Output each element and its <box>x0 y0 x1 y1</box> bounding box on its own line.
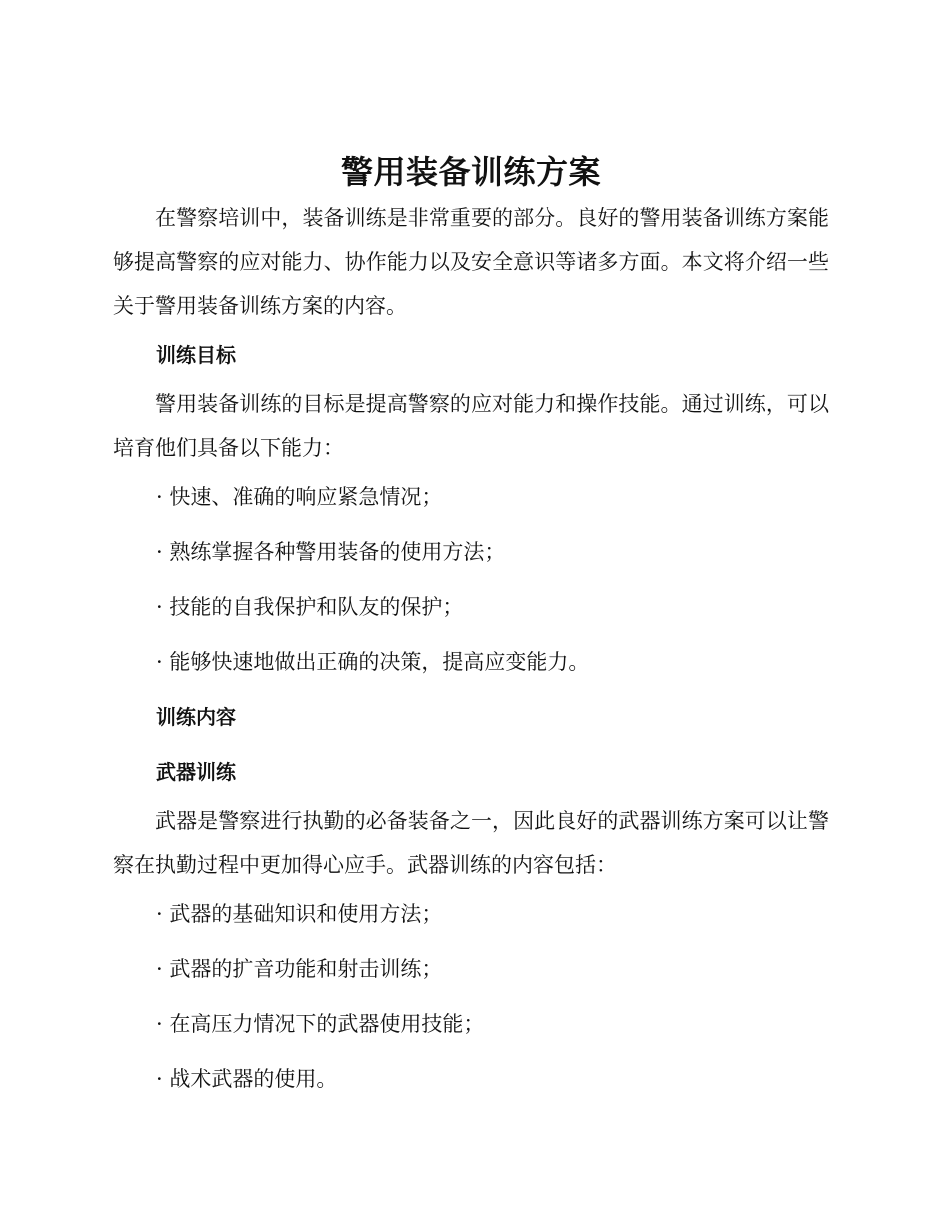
list-item: · 在高压力情况下的武器使用技能； <box>156 1012 485 1036</box>
spacer <box>113 984 829 1009</box>
spacer <box>113 328 829 340</box>
spacer <box>113 470 829 482</box>
spacer <box>113 732 829 757</box>
list-item: · 能够快速地做出正确的决策，提高应变能力。 <box>156 650 590 674</box>
spacer <box>113 1039 829 1064</box>
list-item: · 快速、准确的响应紧急情况； <box>156 485 443 509</box>
list-item: · 武器的基础知识和使用方法； <box>156 902 443 926</box>
section-heading-goals: 训练目标 <box>156 343 236 367</box>
document-page <box>113 148 829 1094</box>
section-heading-content: 训练内容 <box>156 705 236 729</box>
document-title: 警用装备训练方案 <box>340 153 601 191</box>
spacer <box>113 929 829 954</box>
goals-paragraph: 警用装备训练的目标是提高警察的应对能力和操作技能。通过训练，可以培育他们具备以下能力： <box>113 392 829 460</box>
spacer <box>113 887 829 899</box>
spacer <box>113 787 829 799</box>
weapons-paragraph: 武器是警察进行执勤的必备装备之一，因此良好的武器训练方案可以让警察在执勤过程中更加得心应手。武器训练的内容包括： <box>113 809 829 877</box>
list-item: · 熟练掌握各种警用装备的使用方法； <box>156 540 506 564</box>
intro-paragraph: 在警察培训中，装备训练是非常重要的部分。良好的警用装备训练方案能够提高警察的应对能力、协作能力以及安全意识等诸多方面。本文将介绍一些关于警用装备训练方案的内容。 <box>113 206 829 318</box>
list-item: · 技能的自我保护和队友的保护； <box>156 595 464 619</box>
spacer <box>113 370 829 382</box>
spacer <box>113 567 829 592</box>
subsection-heading-weapons: 武器训练 <box>156 760 236 784</box>
list-item: · 武器的扩音功能和射击训练； <box>156 957 443 981</box>
spacer <box>113 677 829 702</box>
spacer <box>113 512 829 537</box>
spacer <box>113 622 829 647</box>
list-item: · 战术武器的使用。 <box>156 1067 338 1091</box>
